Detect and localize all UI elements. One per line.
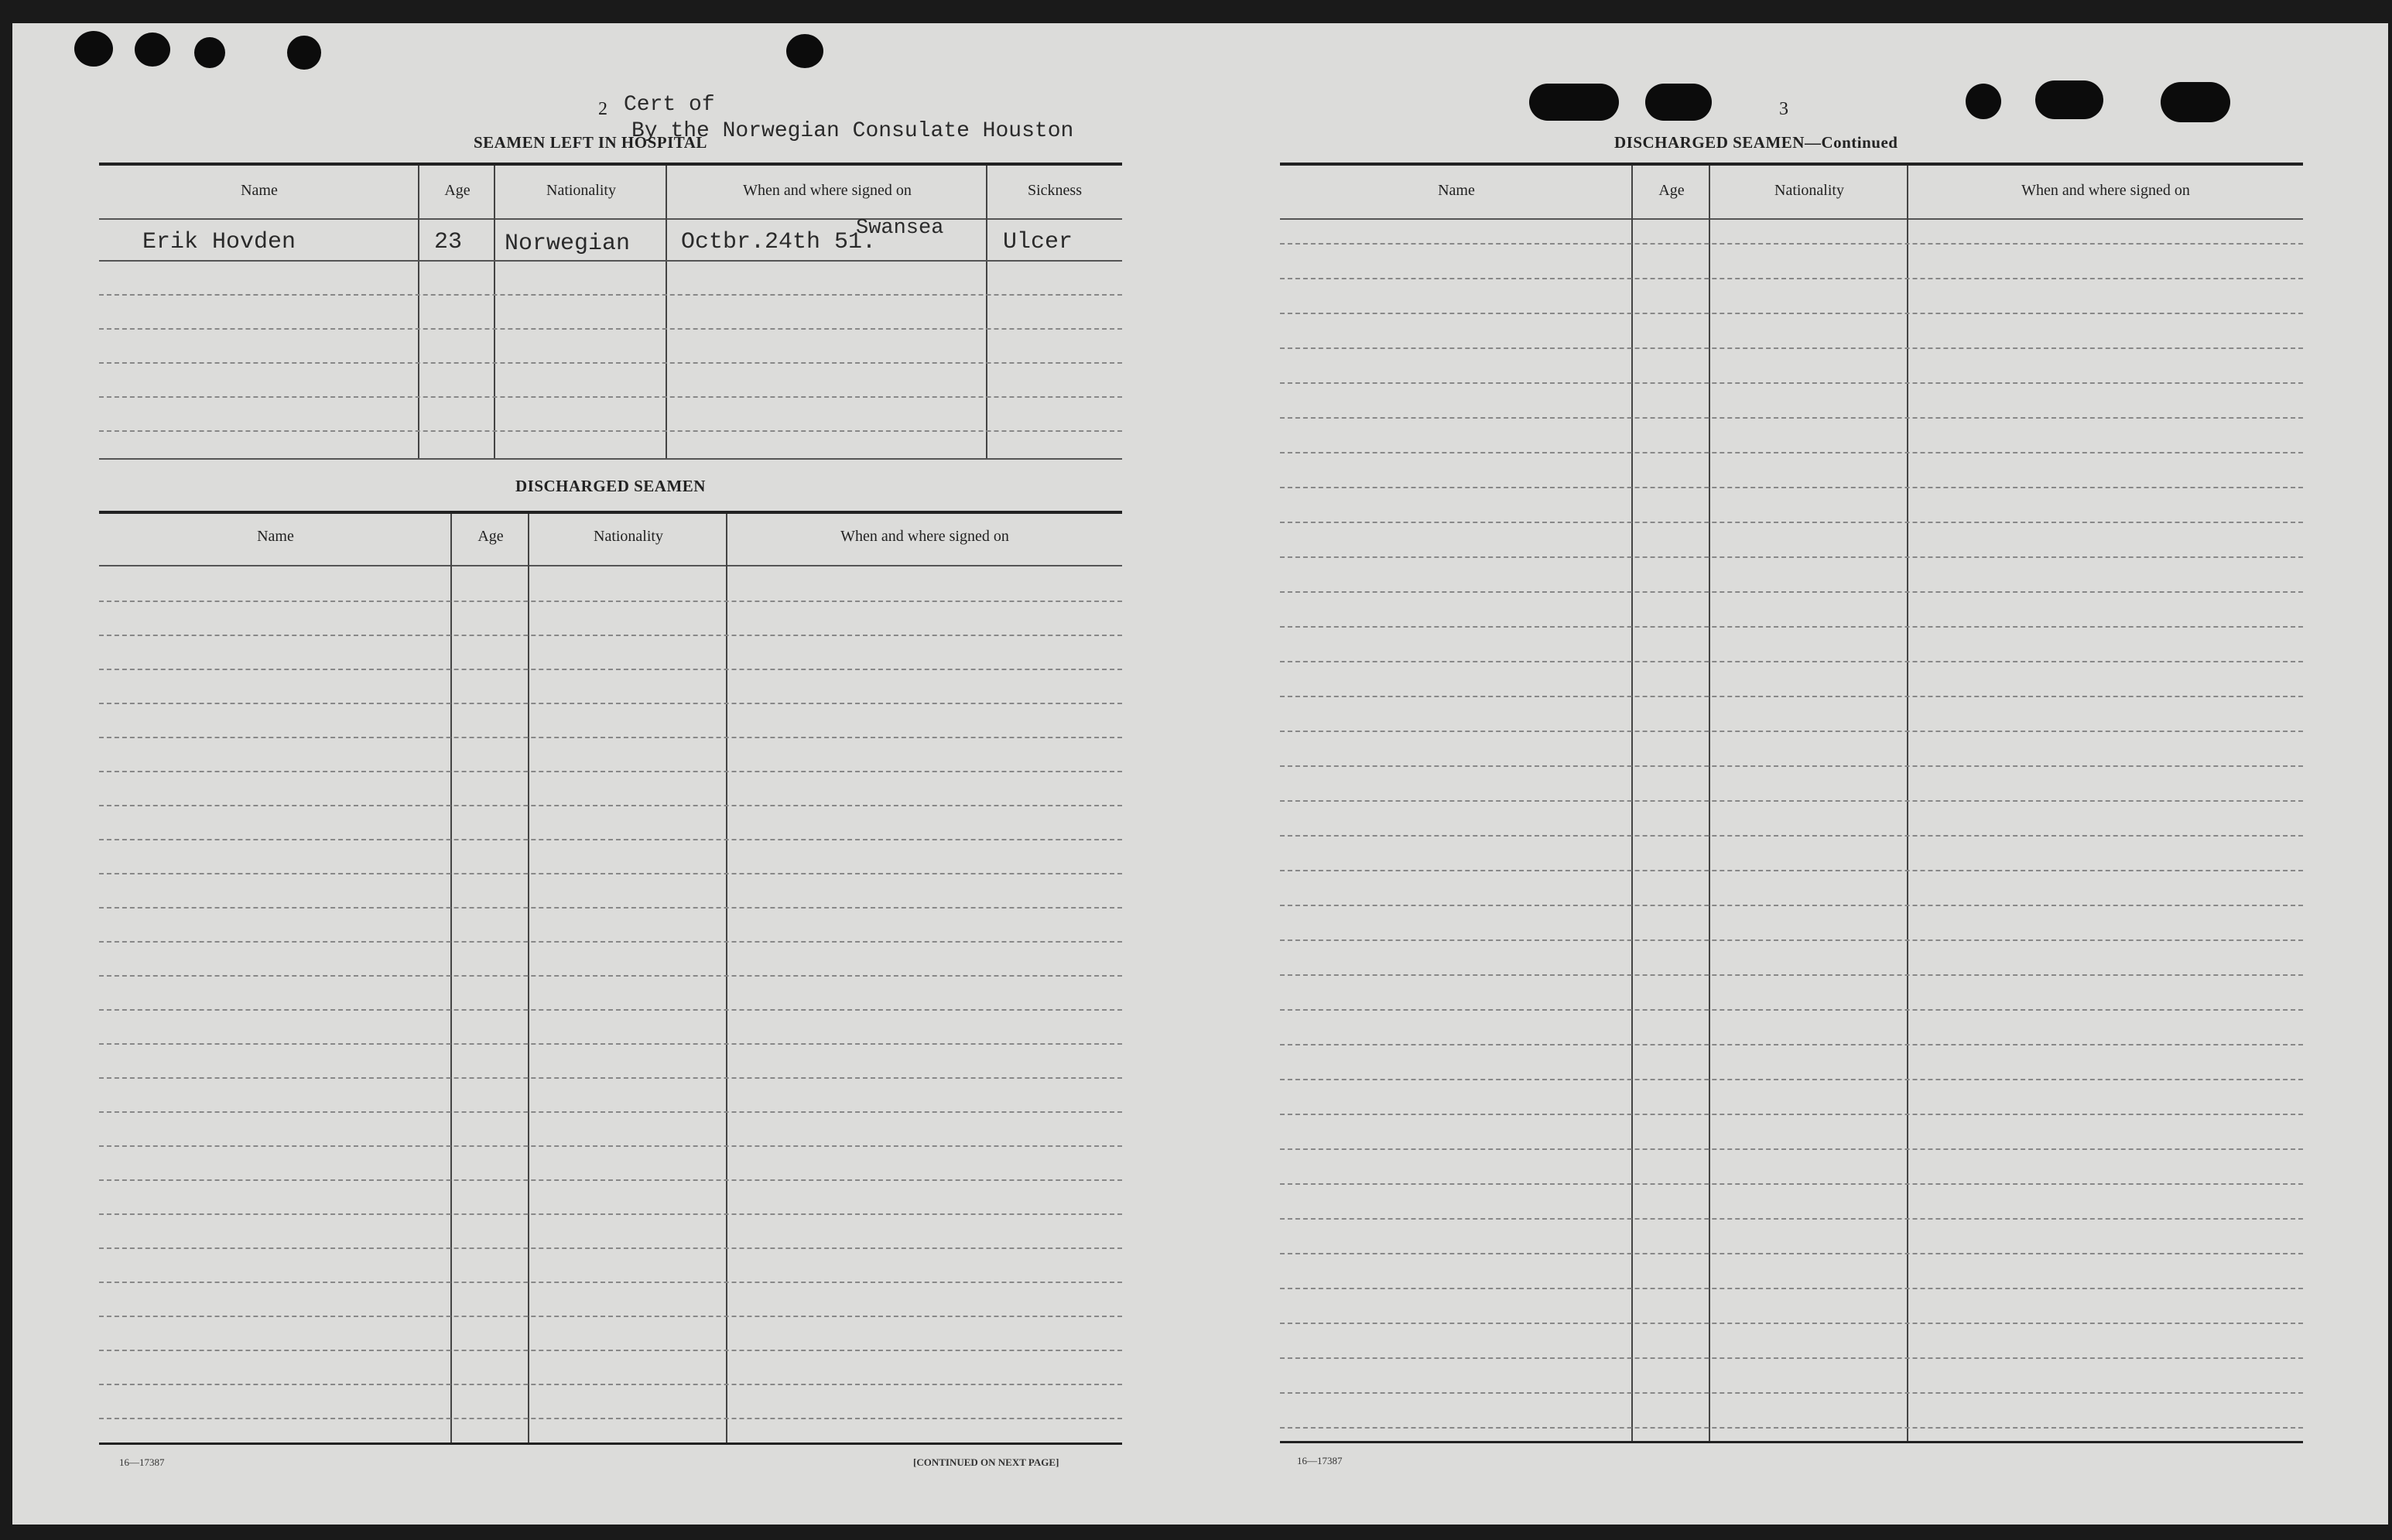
column-divider: [666, 166, 667, 460]
row-line: [99, 1077, 1122, 1079]
row-line: [99, 1350, 1122, 1351]
row-line: [1280, 1323, 2303, 1324]
section-heading-hospital: SEAMEN LEFT IN HOSPITAL: [474, 133, 707, 152]
punch-hole: [74, 31, 113, 67]
left-page: [12, 23, 1173, 1525]
row-line: [1280, 347, 2303, 349]
row-line: [99, 1009, 1122, 1011]
row-line: [1280, 278, 2303, 279]
punch-hole: [1529, 84, 1619, 121]
entry-sickness: Ulcer: [1003, 229, 1073, 255]
punch-hole: [135, 33, 170, 67]
row-line: [99, 907, 1122, 909]
top-rule: [1280, 163, 2303, 166]
punch-hole: [2161, 82, 2230, 122]
row-line: [1280, 731, 2303, 732]
top-rule: [99, 163, 1122, 166]
continued-note: [CONTINUED ON NEXT PAGE]: [913, 1456, 1059, 1468]
heading-suffix: —Continued: [1804, 133, 1898, 152]
entry-nationality: Norwegian: [505, 231, 631, 257]
column-divider: [528, 514, 529, 1442]
row-line: [99, 1316, 1122, 1317]
row-line: [99, 703, 1122, 704]
column-divider: [986, 166, 987, 460]
section-heading-discharged-continued: [1614, 133, 1898, 152]
row-line: [1280, 1427, 2303, 1429]
row-line: [99, 430, 1122, 432]
row-line: [1280, 1009, 2303, 1011]
row-line: [99, 1247, 1122, 1249]
col-header-nationality: Nationality: [594, 528, 663, 545]
row-line: [1280, 626, 2303, 628]
row-line: [1280, 870, 2303, 871]
punch-hole: [786, 34, 823, 68]
row-line: [1280, 556, 2303, 558]
column-divider: [494, 166, 495, 460]
col-header-signed-on: When and where signed on: [2021, 182, 2190, 199]
column-divider: [418, 166, 419, 460]
row-line: [1280, 1288, 2303, 1289]
punch-hole: [1966, 84, 2001, 119]
entry-name: Erik Hovden: [142, 229, 296, 255]
punch-hole: [194, 37, 225, 68]
row-line: [1280, 243, 2303, 245]
entry-row-line: [99, 260, 1122, 262]
column-divider: [1631, 166, 1633, 1441]
row-line: [99, 396, 1122, 398]
row-line: [1280, 1392, 2303, 1394]
column-divider: [1907, 166, 1908, 1441]
row-line: [1280, 974, 2303, 976]
col-header-signed-on: When and where signed on: [743, 182, 912, 199]
column-divider: [450, 514, 452, 1442]
column-divider: [1709, 166, 1710, 1441]
row-line: [1280, 1114, 2303, 1115]
row-line: [99, 1418, 1122, 1419]
typed-consulate-note: By the Norwegian Consulate Houston: [631, 119, 1074, 143]
heading-main: DISCHARGED SEAMEN: [1614, 133, 1805, 152]
page-number: 2: [598, 99, 607, 119]
row-line: [1280, 1079, 2303, 1080]
row-line: [99, 1179, 1122, 1181]
top-rule: [99, 511, 1122, 514]
entry-signed-on-date: Octbr.24th 51.: [681, 229, 877, 255]
row-line: [99, 839, 1122, 840]
col-header-age: Age: [1658, 182, 1685, 199]
row-line: [1280, 452, 2303, 453]
row-line: [1280, 1148, 2303, 1150]
row-line: [99, 1111, 1122, 1113]
col-header-name: Name: [1438, 182, 1475, 199]
column-divider: [726, 514, 727, 1442]
row-line: [1280, 591, 2303, 593]
row-line: [1280, 1218, 2303, 1220]
row-line: [99, 635, 1122, 636]
form-number: 16—17387: [119, 1456, 165, 1468]
row-line: [99, 601, 1122, 602]
col-header-sickness: Sickness: [1028, 182, 1082, 199]
col-header-age: Age: [477, 528, 504, 545]
row-line: [99, 805, 1122, 806]
document-sheet: [12, 23, 2388, 1525]
entry-age: 23: [434, 229, 463, 255]
typed-certificate-note: Cert of: [624, 93, 715, 117]
entry-signed-on-place: Swansea: [856, 217, 944, 240]
row-line: [99, 1282, 1122, 1283]
bottom-rule: [1280, 1441, 2303, 1443]
col-header-name: Name: [257, 528, 294, 545]
row-line: [1280, 800, 2303, 802]
row-line: [99, 328, 1122, 330]
row-line: [1280, 1183, 2303, 1185]
row-line: [1280, 765, 2303, 767]
row-line: [1280, 1253, 2303, 1254]
punch-hole: [2035, 80, 2103, 119]
row-line: [1280, 939, 2303, 941]
row-line: [99, 873, 1122, 874]
row-line: [99, 737, 1122, 738]
row-line: [1280, 313, 2303, 314]
form-number: 16—17387: [1297, 1455, 1343, 1466]
row-line: [1280, 661, 2303, 662]
col-header-age: Age: [444, 182, 471, 199]
row-line: [1280, 487, 2303, 488]
row-line: [99, 975, 1122, 977]
row-line: [99, 669, 1122, 670]
row-line: [1280, 696, 2303, 697]
row-line: [1280, 417, 2303, 419]
row-line: [99, 294, 1122, 296]
right-page: [1189, 23, 2388, 1525]
col-header-name: Name: [241, 182, 278, 199]
row-line: [99, 771, 1122, 772]
punch-hole: [287, 36, 321, 70]
section-heading-discharged: DISCHARGED SEAMEN: [515, 477, 706, 495]
col-header-signed-on: When and where signed on: [840, 528, 1009, 545]
bottom-rule: [99, 1442, 1122, 1445]
row-line: [99, 1043, 1122, 1045]
row-line: [99, 941, 1122, 943]
row-line: [1280, 1357, 2303, 1359]
col-header-nationality: Nationality: [546, 182, 616, 199]
row-line: [1280, 522, 2303, 523]
header-rule: [99, 218, 1122, 220]
row-line: [99, 1213, 1122, 1215]
row-line: [1280, 1044, 2303, 1045]
punch-hole: [1645, 84, 1712, 121]
row-line: [1280, 835, 2303, 837]
row-line: [99, 1145, 1122, 1147]
page-number: 3: [1779, 99, 1788, 119]
col-header-nationality: Nationality: [1774, 182, 1844, 199]
row-line: [1280, 382, 2303, 384]
header-rule: [99, 565, 1122, 566]
row-line: [99, 1384, 1122, 1385]
row-line: [99, 362, 1122, 364]
section-bottom-rule: [99, 458, 1122, 460]
header-rule: [1280, 218, 2303, 220]
row-line: [1280, 905, 2303, 906]
